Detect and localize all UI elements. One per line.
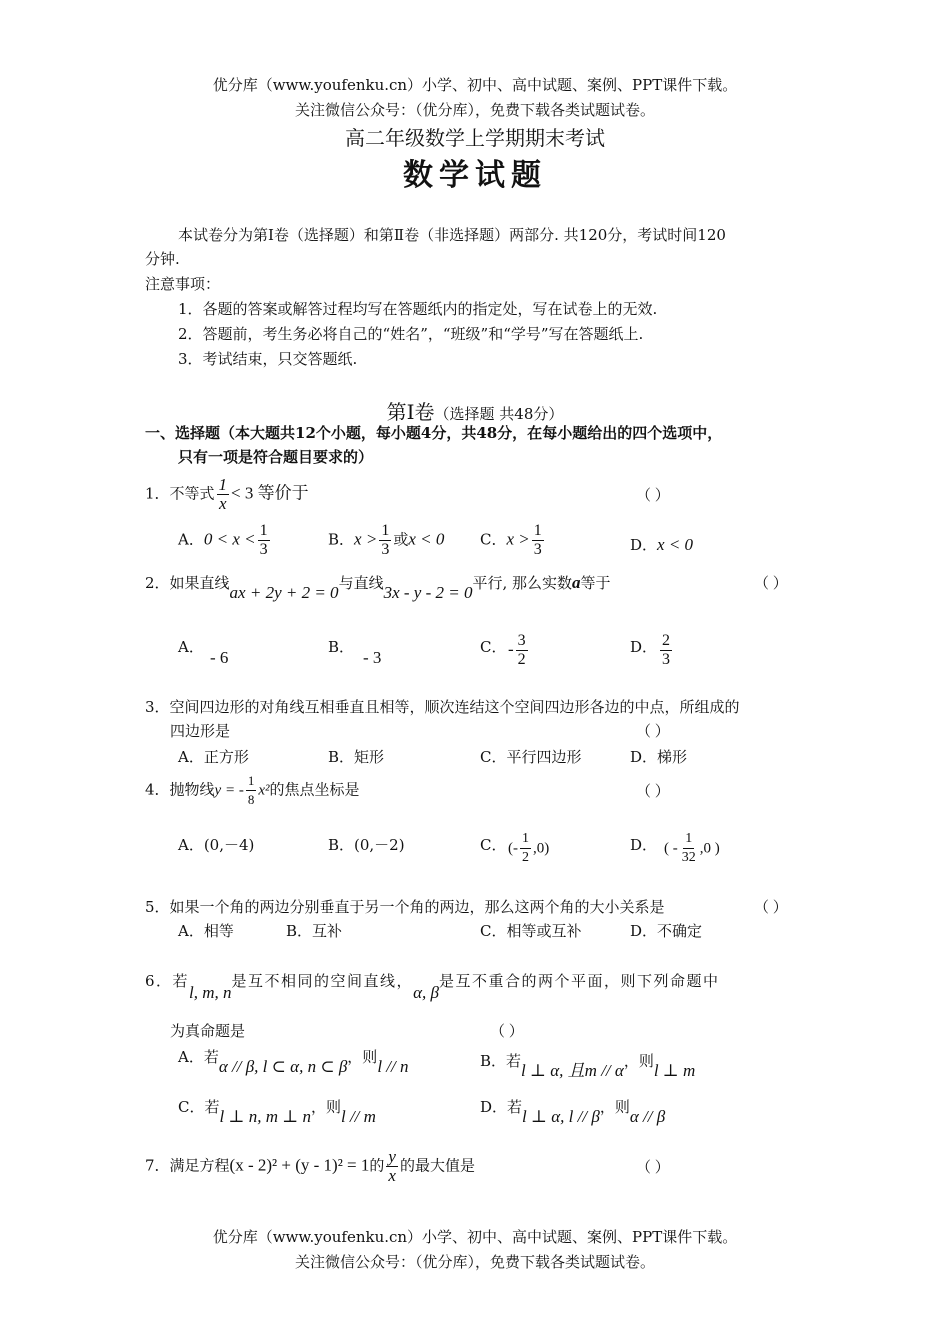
section-heading-sub: （选择题 共48分） — [434, 405, 564, 423]
q6-option-d: D．若l ⊥ α, l // β，则α // β — [480, 1098, 666, 1126]
note-item: 1．各题的答案或解答过程均写在答题纸内的指定处，写在试卷上的无效. — [178, 300, 658, 318]
header-line-2: 关注微信公众号：（优分库），免费下载各类试题试卷。 — [294, 101, 655, 119]
question-6-line-2: 为真命题是 — [170, 1022, 246, 1040]
question-1 — [145, 476, 309, 513]
q6-option-b: B．若l ⊥ α, 且m // α，则l ⊥ m — [480, 1052, 696, 1080]
q1-prefix: 1．不等式 — [145, 484, 215, 503]
question-4: 4．抛物线y = - $\frac{1}{8}$ x²的焦点坐标是 — [145, 773, 360, 807]
footer-line-1: 优分库（www.youfenku.cn）小学、初中、高中试题、案例、PPT课件下载。 — [212, 1228, 738, 1246]
q4-option-d: D． — [630, 836, 658, 854]
section-instructions-2: 只有一项是符合题目要求的） — [178, 448, 374, 466]
subject-title: 数学试题 — [403, 158, 547, 193]
q3-option-d: D．梯形 — [630, 748, 688, 766]
header-line-1: 优分库（www.youfenku.cn）小学、初中、高中试题、案例、PPT课件下载。 — [212, 76, 738, 94]
q2-option-b-value: - 3 — [363, 648, 382, 667]
note-item: 3．考试结束，只交答题纸. — [178, 350, 358, 368]
q1-option-b: B．x > $\frac{1}{3}$ 或x < 0 — [328, 522, 445, 558]
q2-option-a: A． — [178, 638, 204, 656]
question-7: 7．满足方程(x - 2)² + (y - 1)² = 1的 $\frac{y}{x}$ 的最大值是 — [145, 1147, 475, 1185]
q5-option-d: D．不确定 — [630, 922, 703, 940]
section-instructions-1: 一、选择题（本大题共12个小题，每小题4分，共48分，在每小题给出的四个选项中， — [145, 424, 723, 442]
answer-blank: （ ） — [754, 900, 788, 916]
q2-option-c-value: - $\frac{3}{2}$ — [508, 632, 526, 668]
question-5: 5．如果一个角的两边分别垂直于另一个角的两边，那么这两个角的大小关系是 — [145, 898, 665, 916]
q6-option-c: C．若l ⊥ n, m ⊥ n，则l // m — [178, 1098, 376, 1126]
q1-after: < 3 等价于 — [231, 483, 309, 503]
q2-option-b: B． — [328, 638, 355, 656]
question-6: 6．若l, m, n是互不相同的空间直线，α, β是互不重合的两个平面，则下列命题中 — [145, 972, 720, 1002]
section-heading-main: 第Ⅰ卷 — [386, 400, 435, 424]
q5-option-a: A．相等 — [178, 922, 234, 940]
intro-line-2: 分钟. — [145, 250, 180, 268]
q3-option-c: C．平行四边形 — [480, 748, 582, 766]
q1-option-a: A．0 < x < $\frac{1}{3}$ — [178, 522, 268, 558]
q2-option-d: D． — [630, 638, 658, 656]
question-2: 2．如果直线ax + 2y + 2 = 0与直线3x - y - 2 = 0平行, 那么实数a等于 — [145, 573, 611, 602]
q6-option-a: A．若α // β, l ⊂ α, n ⊂ β，则l // n — [178, 1048, 409, 1076]
q4-option-c-value: (- $\frac{1}{2}$ ,0) — [508, 831, 550, 865]
footer-line-2: 关注微信公众号：（优分库），免费下载各类试题试卷。 — [294, 1253, 655, 1271]
notes-title: 注意事项： — [145, 275, 221, 293]
q3-option-a: A．正方形 — [178, 748, 249, 766]
q4-option-d-value: ( - $\frac{1}{32}$ ,0 ) — [664, 831, 720, 865]
q2-option-a-value: - 6 — [210, 648, 229, 667]
question-3-line-2: 四边形是 — [170, 722, 231, 740]
answer-blank: （ ） — [754, 576, 788, 592]
exam-title: 高二年级数学上学期期末考试 — [345, 126, 605, 150]
q2-option-c: C． — [480, 638, 507, 656]
answer-blank: （ ） — [490, 1024, 524, 1040]
q4-option-c: C． — [480, 836, 507, 854]
answer-blank: （ ） — [636, 488, 670, 504]
q4-option-b: B．(0,－2) — [328, 836, 405, 854]
q3-option-b: B．矩形 — [328, 748, 385, 766]
section-heading — [0, 396, 950, 425]
q1-option-d: D．x < 0 — [630, 535, 694, 554]
answer-blank: （ ） — [636, 724, 670, 740]
q5-option-c: C．相等或互补 — [480, 922, 582, 940]
answer-blank: （ ） — [636, 784, 670, 800]
q1-fraction: $\frac{1}{x}$ — [218, 475, 228, 513]
q1-option-c: C．x > $\frac{1}{3}$ — [480, 522, 542, 558]
question-3-line-1: 3．空间四边形的对角线互相垂直且相等，顺次连结这个空间四边形各边的中点，所组成的 — [145, 698, 740, 716]
q5-option-b: B．互补 — [286, 922, 343, 940]
q2-option-d-value: $\frac{2}{3}$ — [662, 632, 670, 668]
q4-option-a: A．(0,－4) — [178, 836, 255, 854]
answer-blank: （ ） — [636, 1160, 670, 1176]
note-item: 2．答题前，考生务必将自己的“姓名”，“班级”和“学号”写在答题纸上. — [178, 325, 644, 343]
intro-line-1: 本试卷分为第Ⅰ卷（选择题）和第Ⅱ卷（非选择题）两部分. 共120分，考试时间120 — [178, 226, 726, 244]
